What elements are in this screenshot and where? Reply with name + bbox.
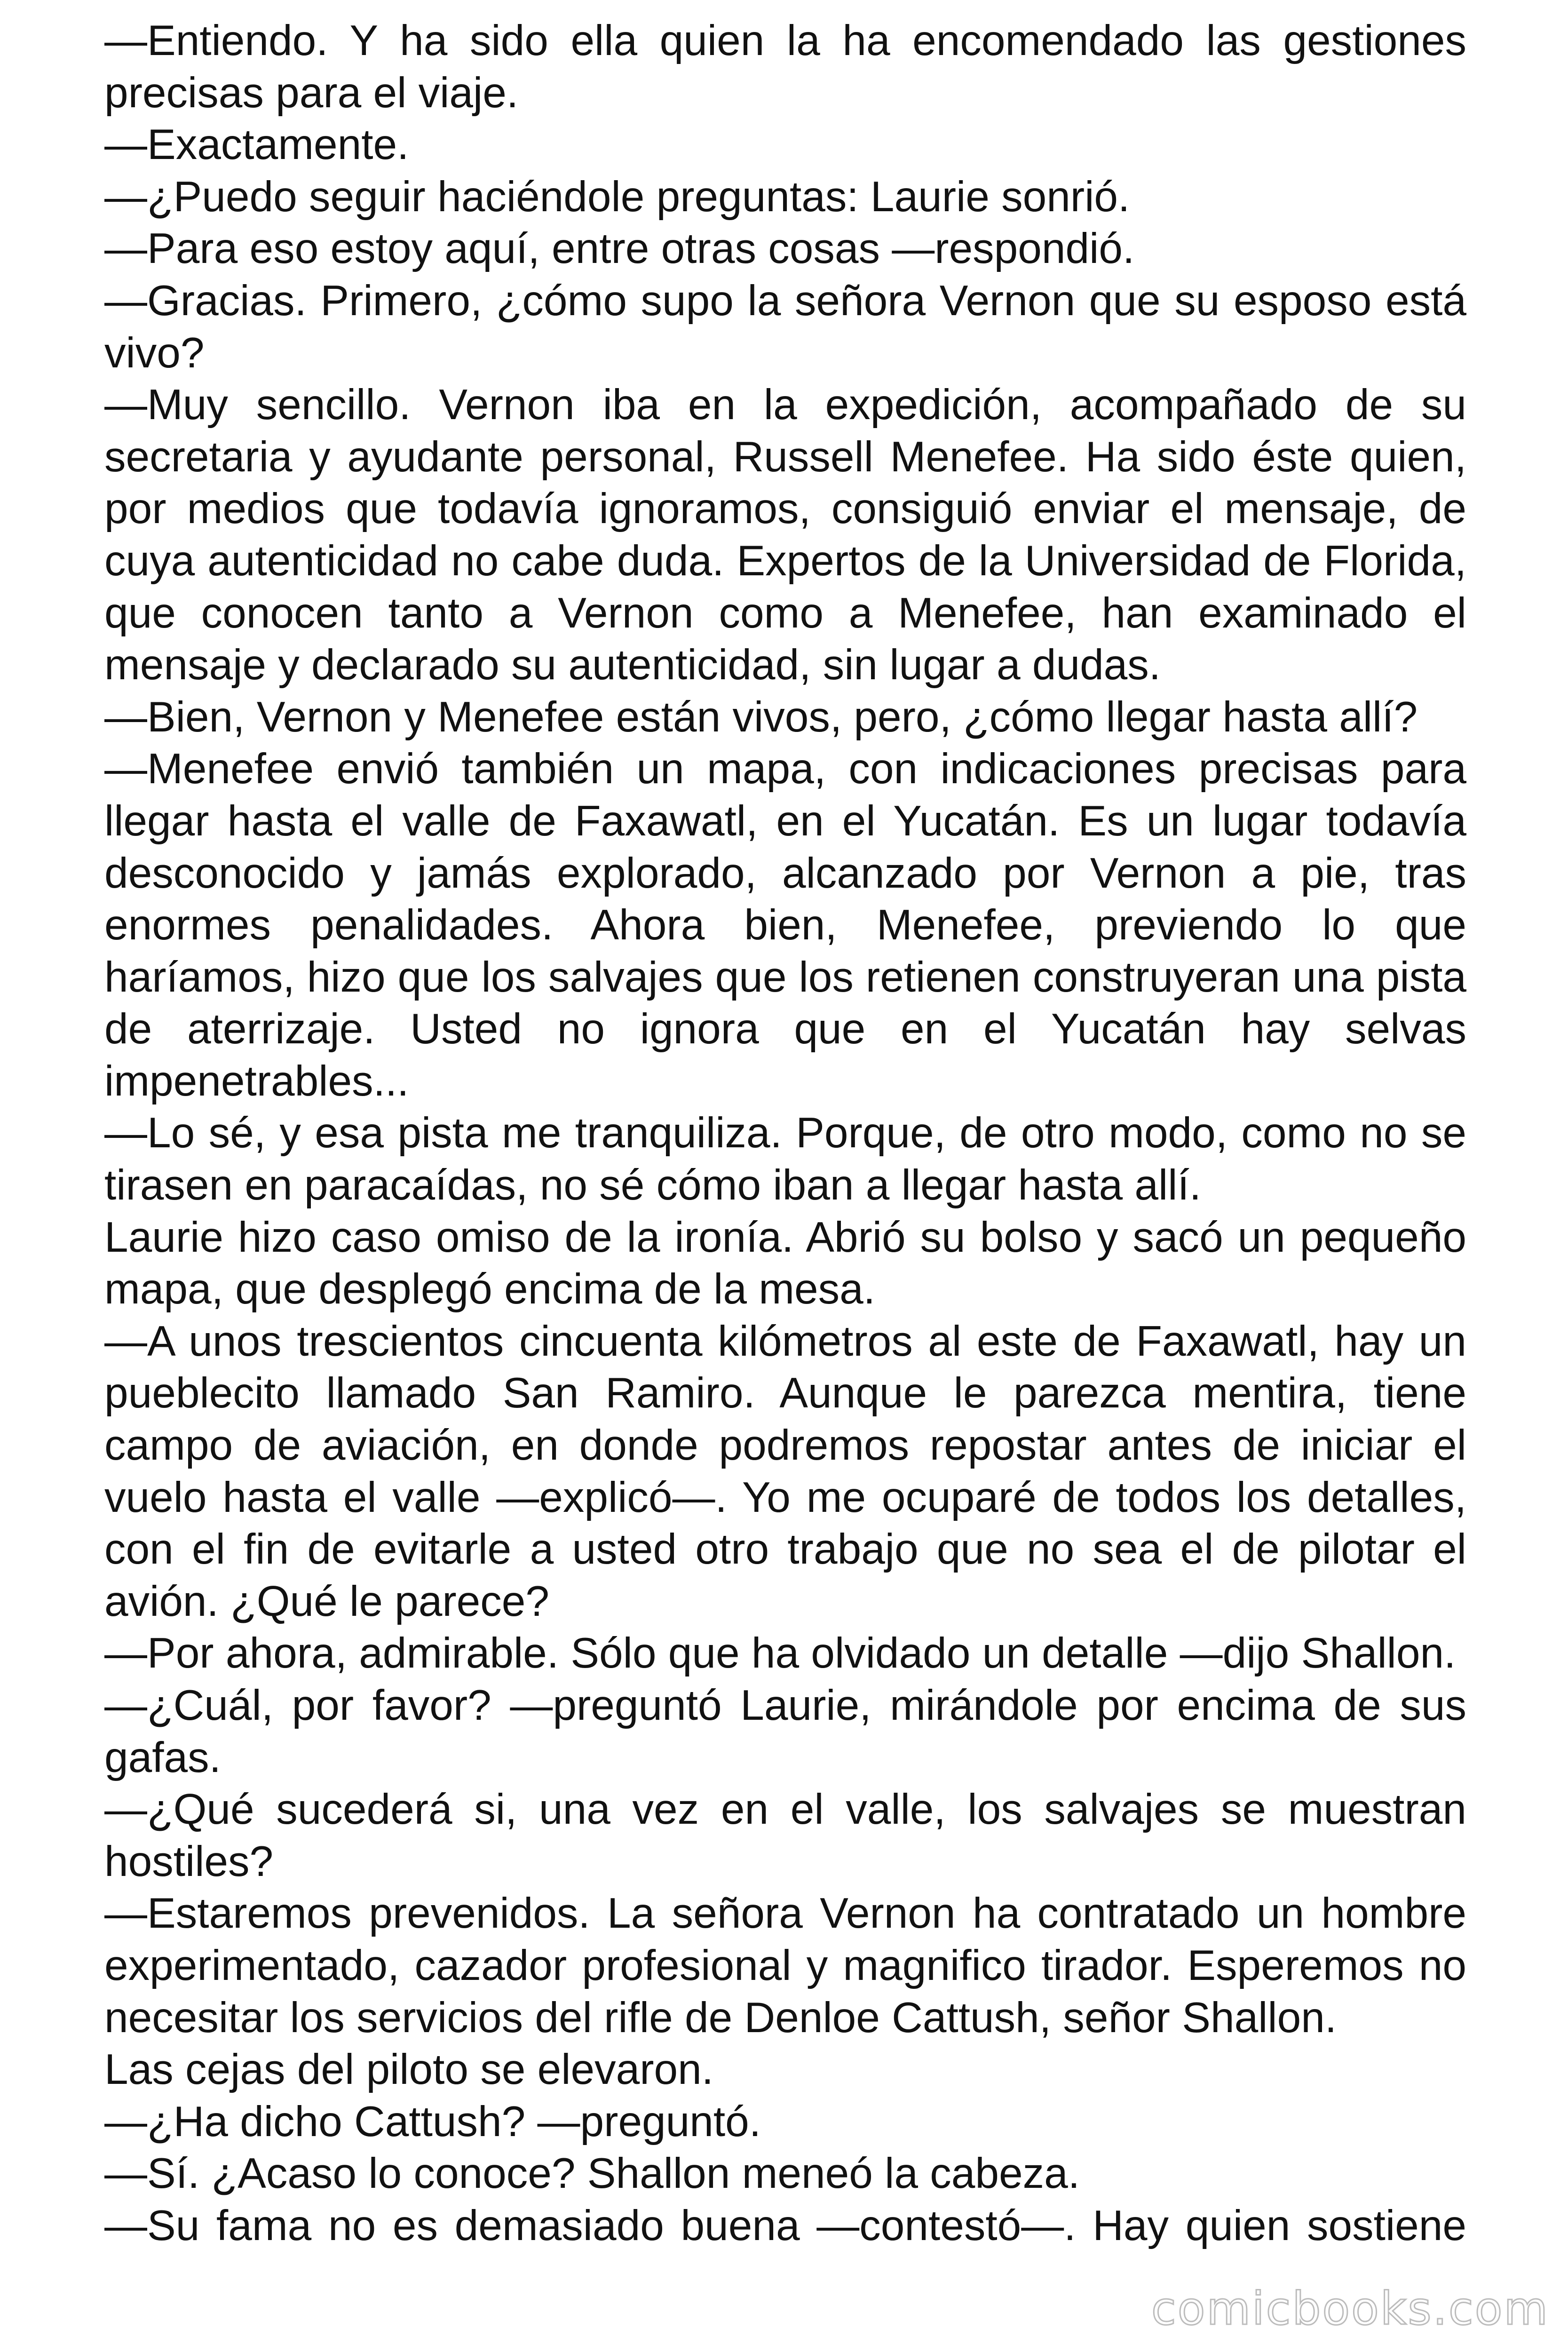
paragraph: —Menefee envió también un mapa, con indicaciones precisas para llegar hasta el valle de Faxawatl, en el Yucatán. Es un lugar todavía desconocido y jamás explorado, alcanzado por Vernon a pie, tras enormes penalidades. Ahora bien, Menefee, previendo lo que haríamos, hizo que los salvajes que los retienen construyeran una pista de aterrizaje. Usted no ignora que en el Yucatán hay selvas impenetrables... (104, 745, 1466, 1105)
paragraph: —Lo sé, y esa pista me tranquiliza. Porque, de otro modo, como no se tirasen en paracaídas, no sé cómo iban a llegar hasta allí. (104, 1109, 1466, 1209)
book-page-text (104, 15, 1466, 2252)
paragraph: —¿Qué sucederá si, una vez en el valle, los salvajes se muestran hostiles? (104, 1786, 1466, 1885)
paragraph: —¿Cuál, por favor? —preguntó Laurie, mirándole por encima de sus gafas. (104, 1682, 1466, 1781)
paragraph: —Para eso estoy aquí, entre otras cosas —respondió. (104, 225, 1135, 273)
paragraph: —Exactamente. (104, 121, 409, 169)
paragraph: —¿Puedo seguir haciéndole preguntas: Laurie sonrió. (104, 173, 1130, 221)
paragraph: —Estaremos prevenidos. La señora Vernon ha contratado un hombre experimentado, cazador profesional y magnifico tirador. Esperemos no necesitar los servicios del rifle de Denloe Cattush, señor Shallon. (104, 1890, 1466, 2042)
paragraph: Laurie hizo caso omiso de la ironía. Abrió su bolso y sacó un pequeño mapa, que desplegó encima de la mesa. (104, 1213, 1466, 1313)
watermark-logo: comicbooks.com (1151, 2282, 1549, 2335)
paragraph: —Sí. ¿Acaso lo conoce? Shallon meneó la cabeza. (104, 2150, 1080, 2198)
paragraph: —Muy sencillo. Vernon iba en la expedición, acompañado de su secretaria y ayudante personal, Russell Menefee. Ha sido éste quien, por medios que todavía ignoramos, consiguió enviar el mensaje, de cuya autenticidad no cabe duda. Expertos de la Universidad de Florida, que conocen tanto a Vernon como a Menefee, han examinado el mensaje y declarado su autenticidad, sin lugar a dudas. (104, 381, 1466, 689)
paragraph: —Por ahora, admirable. Sólo que ha olvidado un detalle —dijo Shallon. (104, 1629, 1456, 1677)
paragraph: —Gracias. Primero, ¿cómo supo la señora Vernon que su esposo está vivo? (104, 277, 1466, 377)
paragraph: Las cejas del piloto se elevaron. (104, 2046, 714, 2094)
paragraph: —Su fama no es demasiado buena —contestó—. Hay quien sostiene (104, 2201, 1466, 2249)
paragraph: —Entiendo. Y ha sido ella quien la ha encomendado las gestiones precisas para el viaje. (104, 17, 1466, 117)
paragraph: —A unos trescientos cincuenta kilómetros al este de Faxawatl, hay un pueblecito llamado San Ramiro. Aunque le parezca mentira, tiene campo de aviación, en donde podremos repostar antes de iniciar el vuelo hasta el valle —explicó—. Yo me ocuparé de todos los detalles, con el fin de evitarle a usted otro trabajo que no sea el de pilotar el avión. ¿Qué le parece? (104, 1317, 1466, 1625)
paragraph: —¿Ha dicho Cattush? —preguntó. (104, 2098, 761, 2145)
paragraph: —Bien, Vernon y Menefee están vivos, pero, ¿cómo llegar hasta allí? (104, 693, 1418, 741)
